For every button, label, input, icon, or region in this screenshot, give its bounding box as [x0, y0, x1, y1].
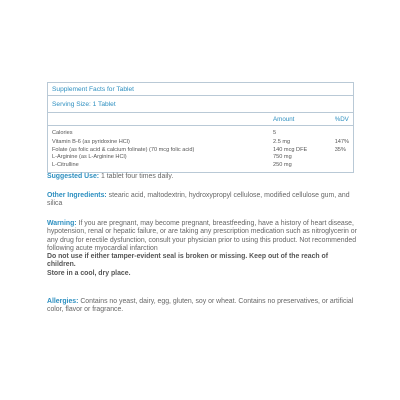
other-ingredients-label: Other Ingredients:: [47, 192, 107, 199]
allergies-text: Contains no yeast, dairy, egg, gluten, soy or wheat. Contains no preservatives, or artificial color, flavor or fragrance.: [47, 298, 354, 314]
table-row: [48, 162, 353, 172]
suggested-use-section: [47, 173, 357, 181]
storage-instructions: Store in a cool, dry place.: [47, 269, 131, 277]
nutrient-dv: 35%: [334, 146, 346, 153]
table-row: [48, 137, 353, 146]
supplement-facts-panel: [47, 82, 354, 173]
table-row: [48, 154, 353, 161]
serving-size: Serving Size: 1 Tablet: [48, 96, 353, 113]
nutrient-amount: 140 mcg DFE: [273, 146, 308, 153]
nutrient-name: Folate (as folic acid & calcium folinate) (70 mcg folic acid): [52, 146, 195, 153]
table-row: [48, 126, 353, 138]
nutrient-amount: 750 mg: [273, 154, 292, 161]
nutrient-dv: [331, 126, 353, 138]
table-row: [48, 147, 353, 154]
nutrient-amount: 5: [273, 130, 277, 136]
facts-header-row: [48, 113, 353, 126]
allergies-section: [47, 298, 357, 315]
nutrient-dv: [331, 162, 353, 172]
warning-section: [47, 220, 357, 278]
nutrient-amount: 250 mg: [273, 161, 292, 168]
allergies-label: Allergies:: [47, 298, 79, 305]
header-amount: Amount: [269, 113, 331, 126]
nutrient-dv: 147%: [334, 139, 349, 146]
warning-label: Warning:: [47, 220, 77, 227]
warning-text: If you are pregnant, may become pregnant, breastfeeding, have a history of heart disease, hypotension, renal or hepatic failure, or are taking any prescription medication such as nitroglycerin or any drug for erectile dysfunction, consult your physician prior to using this product. Not recommended following acute myocardial infarction: [47, 220, 357, 252]
other-ingredients-text: stearic acid, maltodextrin, hydroxypropyl cellulose, modified cellulose gum, and silica: [47, 192, 350, 208]
facts-title: Supplement Facts for Tablet: [48, 83, 353, 96]
nutrient-name: L-Arginine (as L-Arginine HCl): [52, 154, 127, 161]
nutrient-name: Vitamin B-6 (as pyridoxine HCl): [52, 139, 130, 146]
facts-table: [48, 113, 353, 172]
tamper-seal-warning: Do not use if either tamper-evident seal is broken or missing. Keep out of the reach of children.: [47, 253, 329, 269]
nutrient-name: L-Citrulline: [52, 161, 79, 168]
suggested-use-text: 1 tablet four times daily.: [99, 173, 174, 180]
header-dv: %DV: [331, 113, 353, 126]
nutrient-dv: [331, 154, 353, 161]
suggested-use-label: Suggested Use:: [47, 173, 100, 180]
nutrient-name: Calories: [52, 130, 73, 136]
other-ingredients-section: [47, 192, 357, 209]
nutrient-amount: 2.5 mg: [273, 139, 291, 146]
header-name: [48, 113, 269, 126]
